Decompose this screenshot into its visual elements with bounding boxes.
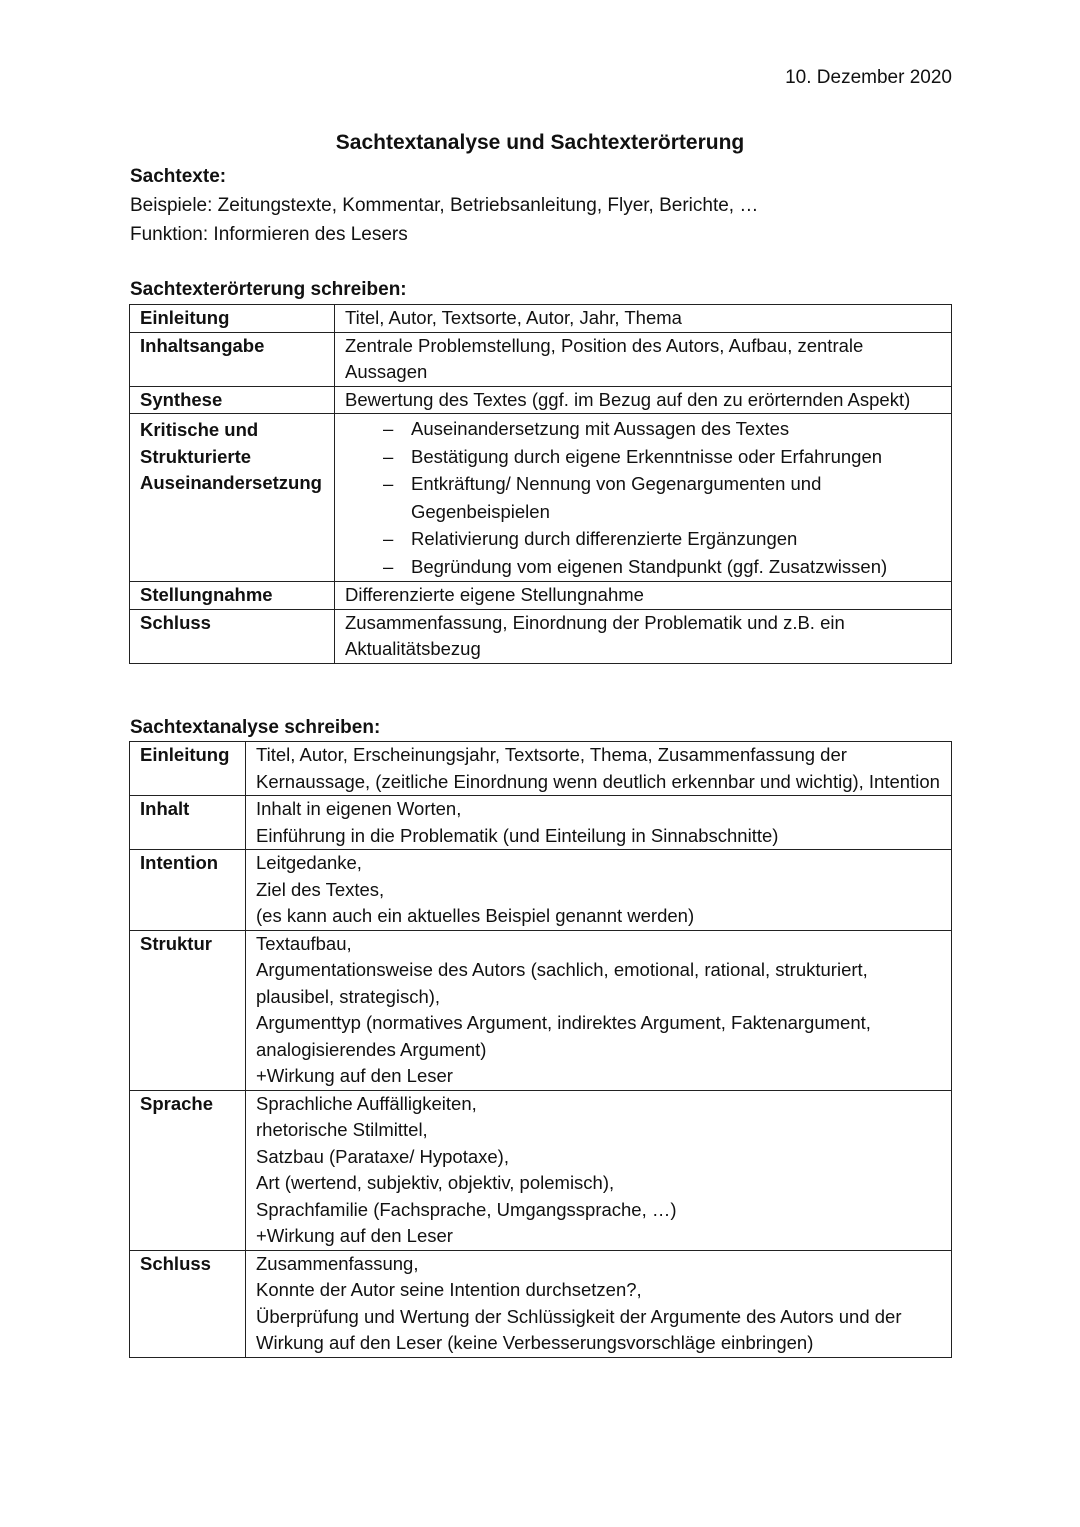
table-row (130, 1250, 952, 1357)
list-item: – Relativierung durch differenzierte Ergänzungen (383, 525, 941, 553)
list-item: – Bestätigung durch eigene Erkenntnisse oder Erfahrungen (383, 443, 941, 471)
eroerterung-table (129, 304, 952, 664)
row-label: Einleitung (130, 305, 335, 333)
content-line: Inhalt in eigenen Worten, (256, 798, 462, 819)
content-line: Satzbau (Parataxe/ Hypotaxe), (256, 1145, 509, 1167)
table-row (130, 930, 952, 1090)
table-row (130, 332, 952, 386)
row-label: Stellungnahme (130, 582, 335, 610)
row-content: Zentrale Problemstellung, Position des Autors, Aufbau, zentrale Aussagen (335, 332, 952, 386)
content-line: Konnte der Autor seine Intention durchsetzen?, (256, 1279, 642, 1300)
list-item: – Auseinandersetzung mit Aussagen des Textes (383, 415, 941, 443)
content-line: Ziel des Textes, (256, 878, 385, 900)
bullet-list (345, 415, 941, 580)
row-content: Differenzierte eigene Stellungnahme (335, 582, 952, 610)
row-content (246, 850, 952, 931)
content-line: Sprachfamilie (Fachsprache, Umgangssprache, …) (256, 1198, 677, 1220)
row-label: Inhalt (130, 796, 246, 850)
list-item: – Begründung vom eigenen Standpunkt (ggf. Zusatzwissen) (383, 553, 941, 581)
table-row (130, 609, 952, 663)
intro-section (130, 162, 950, 249)
content-line: rhetorische Stilmittel, (256, 1119, 428, 1140)
document-title: Sachtextanalyse und Sachtexterörterung (335, 131, 745, 154)
analyse-table (129, 741, 952, 1358)
content-line: Textaufbau, (256, 932, 352, 954)
row-label: Schluss (130, 1250, 246, 1357)
table-row (130, 582, 952, 610)
content-line: Einführung in die Problematik (und Einteilung in Sinnabschnitte) (256, 824, 779, 846)
table-row (130, 796, 952, 850)
row-content (246, 1090, 952, 1250)
content-line: Art (wertend, subjektiv, objektiv, polemisch), (256, 1172, 615, 1193)
row-label: Sprache (130, 1090, 246, 1250)
intro-function: Funktion: Informieren des Lesers (130, 224, 408, 245)
table-row (130, 305, 952, 333)
content-line: +Wirkung auf den Leser (256, 1065, 453, 1086)
row-label: Intention (130, 850, 246, 931)
content-line: +Wirkung auf den Leser (256, 1225, 453, 1246)
row-content: Bewertung des Textes (ggf. im Bezug auf den zu erörternden Aspekt) (335, 386, 952, 414)
row-label: Struktur (130, 930, 246, 1090)
analyse-heading: Sachtextanalyse schreiben: (130, 717, 381, 738)
row-label: Schluss (130, 609, 335, 663)
row-content (335, 414, 952, 582)
content-line: Zusammenfassung, (256, 1252, 419, 1274)
row-label: Synthese (130, 386, 335, 414)
document-date: 10. Dezember 2020 (785, 67, 952, 88)
row-content (246, 742, 952, 796)
content-line: Leitgedanke, (256, 852, 362, 873)
table-row (130, 414, 952, 582)
row-content: Titel, Autor, Textsorte, Autor, Jahr, Thema (335, 305, 952, 333)
intro-examples: Beispiele: Zeitungstexte, Kommentar, Betriebsanleitung, Flyer, Berichte, … (130, 195, 759, 216)
eroerterung-heading: Sachtexterörterung schreiben: (130, 279, 407, 300)
table-row (130, 1090, 952, 1250)
row-content (246, 796, 952, 850)
row-label: Einleitung (130, 742, 246, 796)
content-line: Sprachliche Auffälligkeiten, (256, 1092, 477, 1114)
intro-heading: Sachtexte: (130, 166, 227, 187)
row-content (246, 930, 952, 1090)
list-item: – Entkräftung/ Nennung von Gegenargumenten und Gegenbeispielen (383, 470, 941, 525)
content-line: Argumentationsweise des Autors (sachlich, emotional, rational, strukturiert, plausibel, strategisch), (256, 959, 868, 1007)
content-line: Überprüfung und Wertung der Schlüssigkeit der Argumente des Autors und der Wirkung auf den Leser (keine Verbesserungsvorschläge einbringen) (256, 1305, 902, 1353)
table-row (130, 850, 952, 931)
content-line: (es kann auch ein aktuelles Beispiel genannt werden) (256, 905, 695, 926)
row-label: Inhaltsangabe (130, 332, 335, 386)
table-row (130, 742, 952, 796)
row-content: Zusammenfassung, Einordnung der Problematik und z.B. ein Aktualitätsbezug (335, 609, 952, 663)
row-content (246, 1250, 952, 1357)
table-row (130, 386, 952, 414)
content-line: Argumenttyp (normatives Argument, indirektes Argument, Faktenargument, analogisierendes Argument) (256, 1012, 871, 1060)
content-line: Titel, Autor, Erscheinungsjahr, Textsorte, Thema, Zusammenfassung der Kernaussage, (zeitliche Einordnung wenn deutlich erkennbar und wichtig), Intention (256, 744, 940, 792)
row-label: Kritische und Strukturierte Auseinandersetzung (130, 414, 335, 582)
